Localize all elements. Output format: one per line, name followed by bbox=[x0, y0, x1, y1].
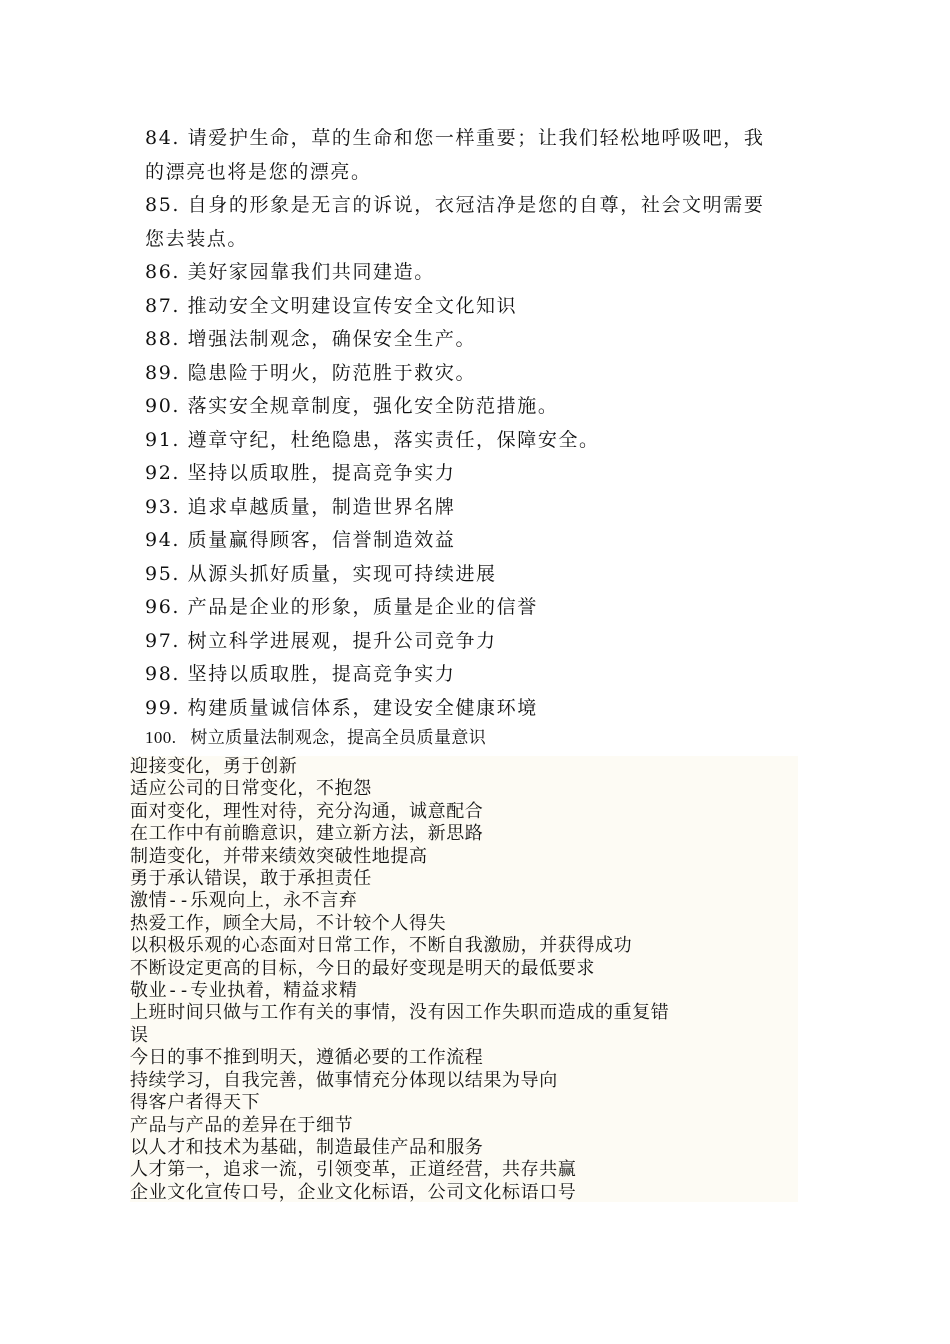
slogan-line: 以人才和技术为基础，制造最佳产品和服务 bbox=[130, 1136, 484, 1158]
slogan-line: 人才第一，追求一流，引领变革，正道经营，共存共赢 bbox=[130, 1159, 577, 1181]
slogan-line: 以积极乐观的心态面对日常工作，不断自我激励，并获得成功 bbox=[130, 935, 633, 957]
list-item: 98. 坚持以质取胜，提高竞争实力 bbox=[145, 663, 456, 685]
slogan-line: 得客户者得天下 bbox=[130, 1092, 261, 1114]
slogan-block bbox=[130, 756, 798, 1202]
slogan-line: 不断设定更高的目标，今日的最好变现是明天的最低要求 bbox=[130, 957, 595, 979]
list-item: 86. 美好家园靠我们共同建造。 bbox=[145, 261, 435, 283]
slogan-line: 敬业--专业执着，精益求精 bbox=[130, 980, 358, 1002]
list-item: 99. 构建质量诚信体系，建设安全健康环境 bbox=[145, 696, 538, 719]
list-item: 94. 质量赢得顾客，信誉制造效益 bbox=[145, 529, 456, 551]
slogan-line: 迎接变化，勇于创新 bbox=[130, 756, 298, 777]
list-item: 的漂亮也将是您的漂亮。 bbox=[145, 160, 372, 183]
slogan-line: 上班时间只做与工作有关的事情，没有因工作失职而造成的重复错 bbox=[130, 1002, 670, 1024]
numbered-slogan-list bbox=[145, 122, 810, 725]
slogan-line: 持续学习，自我完善，做事情充分体现以结果为导向 bbox=[130, 1069, 558, 1091]
slogan-line: 企业文化宣传口号，企业文化标语，公司文化标语口号 bbox=[130, 1181, 577, 1203]
slogan-line: 勇于承认错误，敢于承担责任 bbox=[130, 868, 372, 890]
slogan-line: 产品与产品的差异在于细节 bbox=[130, 1114, 354, 1136]
list-item: 92. 坚持以质取胜，提高竞争实力 bbox=[145, 462, 456, 484]
list-item-number: 100. bbox=[145, 728, 177, 747]
list-item: 91. 遵章守纪，杜绝隐患，落实责任，保障安全。 bbox=[145, 428, 600, 451]
list-item: 95. 从源头抓好质量，实现可持续进展 bbox=[145, 562, 497, 585]
slogan-line: 面对变化，理性对待，充分沟通，诚意配合 bbox=[130, 800, 484, 822]
list-item: 90. 落实安全规章制度，强化安全防范措施。 bbox=[145, 395, 559, 417]
list-item: 85. 自身的形象是无言的诉说，衣冠洁净是您的自尊，社会文明需要 bbox=[145, 194, 765, 216]
list-item: 89. 隐患险于明火，防范胜于救灾。 bbox=[145, 361, 477, 384]
list-item: 88. 增强法制观念，确保安全生产。 bbox=[145, 328, 477, 350]
slogan-line: 在工作中有前瞻意识，建立新方法，新思路 bbox=[130, 823, 484, 845]
slogan-line: 制造变化，并带来绩效突破性地提高 bbox=[130, 845, 428, 867]
slogan-line: 热爱工作，顾全大局，不计较个人得失 bbox=[130, 912, 447, 934]
list-item: 97. 树立科学进展观，提升公司竞争力 bbox=[145, 629, 497, 652]
list-item: 84. 请爱护生命，草的生命和您一样重要；让我们轻松地呼吸吧，我 bbox=[145, 127, 765, 149]
slogan-line: 适应公司的日常变化，不抱怨 bbox=[130, 778, 372, 800]
slogan-line: 今日的事不推到明天，遵循必要的工作流程 bbox=[130, 1047, 484, 1069]
list-item: 您去装点。 bbox=[145, 227, 249, 250]
list-item: 93. 追求卓越质量，制造世界名牌 bbox=[145, 495, 456, 518]
slogan-line: 误 bbox=[130, 1024, 149, 1046]
slogan-line: 激情--乐观向上，永不言弃 bbox=[130, 890, 358, 912]
list-item-100 bbox=[145, 727, 486, 749]
list-item-text: 树立质量法制观念，提高全员质量意识 bbox=[190, 728, 487, 747]
list-item: 96. 产品是企业的形象，质量是企业的信誉 bbox=[145, 596, 538, 618]
list-item: 87. 推动安全文明建设宣传安全文化知识 bbox=[145, 294, 518, 317]
